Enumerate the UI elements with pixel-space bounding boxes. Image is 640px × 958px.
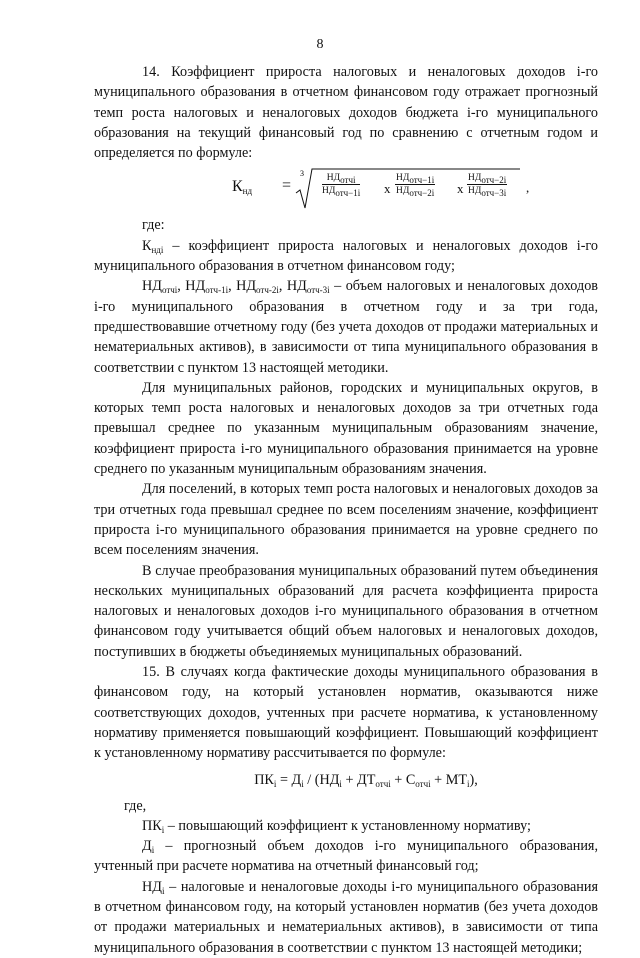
multiply-sign-2: х [457,181,464,197]
where-label-2: где, [124,797,147,814]
fraction-3: $НД_{отч-2i}$ $НД_{отч-3i}$ [468,173,507,199]
fraction-1: $НД_{отчi}$ $НД_{отч-1i}$ [322,173,361,199]
page-number: 8 [316,37,324,52]
fraction-2: $НД_{отч-1i}$ $НД_{отч-2i}$ [396,173,435,199]
definition-k: $К_{ндi}$ – коэффициент прироста налоговых и неналоговых доходов i-го муниципального образования в отчетном финансовом году; [94,237,598,275]
formula-equals: = [282,177,292,195]
definition-pk: $ПК_i$ – повышающий коэффициент к установленному нормативу; [142,817,531,835]
where-label-1: где: [142,217,165,234]
paragraph-14: 14. Коэффициент прироста налоговых и неналоговых доходов i-го муниципального образования в отчетном финансовом году отражает прогнозный темп роста налоговых и неналоговых доходов бюджета i-го муниципального образования на текущий финансовый год по сравнению с отчетным годом и определяется по формуле: [94,64,598,162]
formula-comma: , [526,180,530,196]
formula-growth-coefficient [94,165,598,211]
formula-k: $К_{нд}$ [232,178,253,197]
definition-d: $Д_i$ – прогнозный объем доходов i-го муниципального образования, учтенный при расчете норматива на отчетный финансовый год; [94,838,598,875]
definition-ndi: $НД_i$ – налоговые и неналоговые доходы i-го муниципального образования в отчетном финансовом году, на который установлен норматив (без учета доходов от продажи материальных и нематериальных активов), в зависимости от типа муниципального образования в соответствии с пунктом 13 настоящей методики; [94,878,598,956]
paragraph-districts: Для муниципальных районов, городских и муниципальных округов, в которых темп роста налоговых и неналоговых доходов за три отчетных года превышал среднее по указанным муниципальным образованиям значение, коэффициент прироста i-го муниципального образования принимается на уровне среднего по указанным муниципальным образованиям значения. [94,379,598,478]
root-index: 3 [300,169,304,179]
formula-increasing-coefficient: $ПК_i = Д_i / (НД_i + ДТ_{отчi} + С_{отчi} + МТ_i)$, [254,771,478,789]
multiply-sign-1: х [384,181,391,197]
document-body [94,62,598,958]
definition-nd: $НД_{отчi}$, $НД_{отч-1i}$, $НД_{отч-2i}$, $НД_{отч-3i}$ – объем налоговых и неналоговых доходов i-го муниципального образования в отчетном году и за три года, предшествовавшие отчетному году (без учета доходов от продажи материальных и нематериальных активов), в зависимости от типа муниципального образования в соответствии с пунктом 13 настоящей методики. [94,278,598,376]
paragraph-15: 15. В случаях когда фактические доходы муниципального образования в финансовом году, на который установлен норматив, оказываются ниже соответствующих доходов, учтенных при расчете норматива, к установленному нормативу применяется повышающий коэффициент. Повышающий коэффициент к установленному нормативу рассчитывается по формуле: [94,664,598,762]
paragraph-merge: В случае преобразования муниципальных образований путем объединения нескольких муниципальных образований для расчета коэффициента прироста налоговых и неналоговых доходов i-го муниципального образования в отчетном финансовом году учитывается общий объем налоговых и неналоговых доходов, поступивших в бюджеты объединяемых муниципальных образований. [94,562,598,660]
paragraph-settlements: Для поселений, в которых темп роста налоговых и неналоговых доходов за три отчетных года превышал среднее по всем поселениям значение, коэффициент прироста i-го муниципального образования принимается на уровне среднего по всем поселениям значения. [94,481,598,559]
